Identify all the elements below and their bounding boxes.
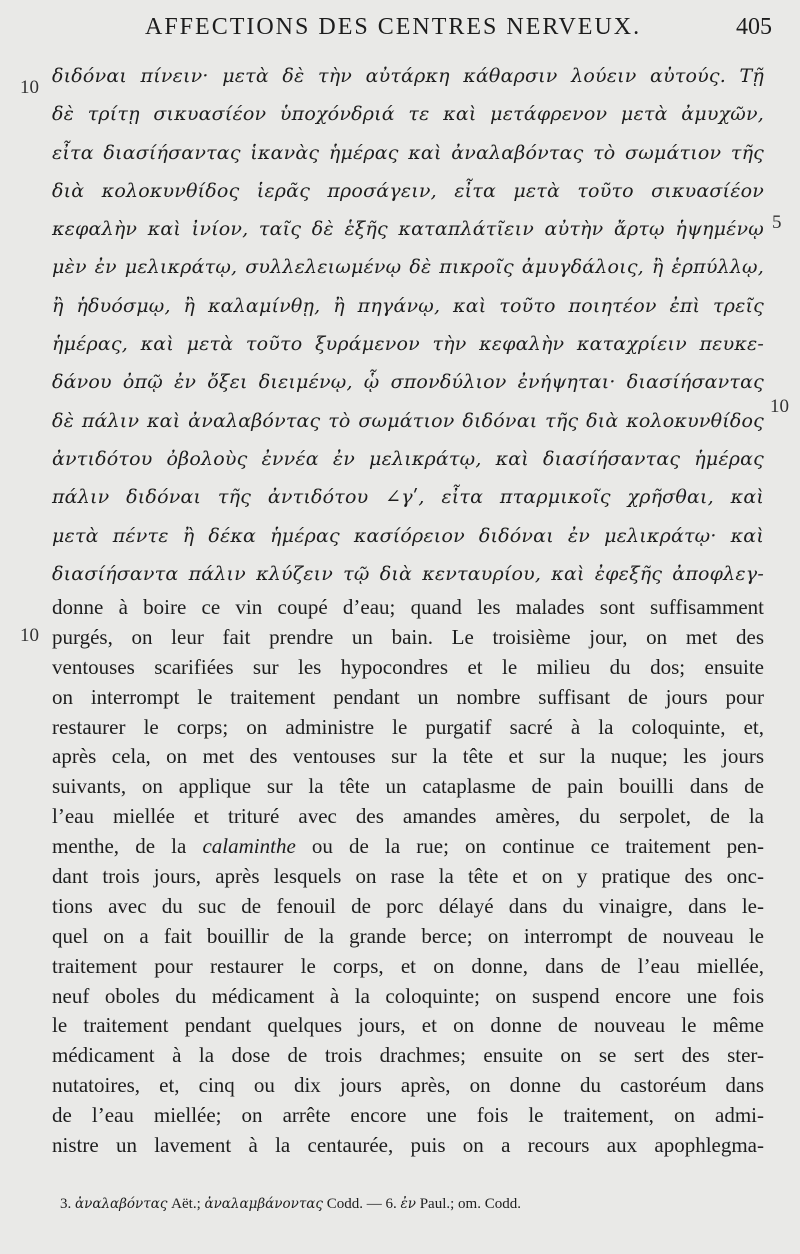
greek-line: μὲν ἐν μελικράτῳ, συλλελειωμένῳ δὲ πικροῖς ἀμυγδάλοις, ἢ ἑρπύλλῳ, xyxy=(52,256,764,279)
french-line: l’eau miellée et trituré avec des amandes amères, du serpolet, de la xyxy=(52,804,764,829)
french-line: suivants, on applique sur la tête un cataplasme de pain bouilli dans de xyxy=(52,774,764,799)
french-line: ventouses scarifiées sur les hypocondres et le milieu du dos; ensuite xyxy=(52,654,764,679)
french-line: nistre un lavement à la centaurée, puis on a recours aux apophlegma- xyxy=(52,1133,764,1158)
greek-text-block xyxy=(52,57,764,593)
greek-line: διασίήσαντα πάλιν κλύζειν τῷ διὰ κενταυρίου, καὶ ἐφεξῆς ἀποφλεγ- xyxy=(52,562,764,585)
greek-line: ἡμέρας, καὶ μετὰ τοῦτο ξυράμενον τὴν κεφαλὴν καταχρίειν πευκε- xyxy=(52,333,764,356)
greek-line: κεφαλὴν καὶ ἰνίον, ταῖς δὲ ἑξῆς καταπλάτῖειν αὐτὴν ἄρτῳ ἡψημένῳ xyxy=(52,218,764,241)
french-line: après cela, on met des ventouses sur la tête et sur la nuque; les jours xyxy=(52,744,764,769)
french-line: purgés, on leur fait prendre un bain. Le troisième jour, on met des xyxy=(52,624,764,649)
italic-term: calaminthe xyxy=(202,834,296,859)
running-title: AFFECTIONS DES CENTRES NERVEUX. xyxy=(145,14,642,40)
french-text-block xyxy=(52,593,764,1161)
greek-margin-number: 5 xyxy=(772,212,782,233)
french-line: neuf oboles du médicament à la coloquinte; on suspend encore une fois xyxy=(52,983,764,1008)
footnote-greek: ἀναλαβόντας xyxy=(75,1196,168,1212)
french-line: on interrompt le traitement pendant un nombre suffisant de jours pour xyxy=(52,684,764,709)
footnotes xyxy=(60,1196,750,1213)
greek-line: ἀντιδότου ὀβολοὺς ἐννέα ἐν μελικράτῳ, καὶ διασίήσαντας ἡμέρας xyxy=(52,447,764,470)
page-number: 405 xyxy=(736,14,772,40)
greek-line: εἶτα διασίήσαντας ἱκανὰς ἡμέρας καὶ ἀναλαβόντας τὸ σωμάτιον τῆς xyxy=(52,141,764,164)
french-line: dant trois jours, après lesquels on rase la tête et on y pratique des onc- xyxy=(52,864,764,889)
greek-line: ἢ ἡδυόσμῳ, ἢ καλαμίνθῃ, ἢ πηγάνῳ, καὶ τοῦτο ποιητέον ἐπὶ τρεῖς xyxy=(52,294,764,317)
french-line: traitement pour restaurer le corps, et on donne, dans de l’eau miellée, xyxy=(52,953,764,978)
footnote-text: Paul.; om. Codd. xyxy=(419,1196,521,1212)
french-line: donne à boire ce vin coupé d’eau; quand les malades sont suffisamment xyxy=(52,595,764,619)
greek-line: διδόναι πίνειν· μετὰ δὲ τὴν αὐτάρκη κάθαρσιν λούειν αὐτούς. Τῇ xyxy=(52,65,764,87)
french-line: restaurer le corps; on administre le purgatif sacré à la coloquinte, et, xyxy=(52,714,764,739)
greek-line: δάνου ὀπῷ ἐν ὄξει διειμένῳ, ᾧ σπονδύλιον ἐνήψηται· διασίήσαντας xyxy=(52,371,764,394)
french-line: nutatoires, et, cinq ou dix jours après, on donne du castoréum dans xyxy=(52,1073,764,1098)
page-header xyxy=(0,14,800,44)
greek-margin-number: 10 xyxy=(770,396,789,417)
french-line: le traitement pendant quelques jours, et on donne de nouveau le même xyxy=(52,1013,764,1038)
greek-line: μετὰ πέντε ἢ δέκα ἡμέρας κασίόρειον διδόναι ἐν μελικράτῳ· καὶ xyxy=(52,524,764,547)
footnote-text: Aët.; xyxy=(171,1196,201,1212)
french-line: tions avec du suc de fenouil de porc délayé dans du vinaigre, dans le- xyxy=(52,893,764,918)
footnote-greek: ἀναλαμβάνοντας xyxy=(204,1196,323,1212)
footnote-number: 3. xyxy=(60,1196,72,1212)
greek-line: δὲ πάλιν καὶ ἀναλαβόντας τὸ σωμάτιον διδόναι τῆς διὰ κολοκυνθίδος xyxy=(52,409,764,432)
greek-margin-number: 10 xyxy=(20,77,39,98)
french-line: de l’eau miellée; on arrête encore une fois le traitement, on admi- xyxy=(52,1103,764,1128)
french-line: quel on a fait bouillir de la grande berce; on interrompt de nouveau le xyxy=(52,923,764,948)
greek-line: πάλιν διδόναι τῆς ἀντιδότου ∠γʹ, εἶτα πταρμικοῖς χρῆσθαι, καὶ xyxy=(52,486,764,509)
french-line: médicament à la dose de trois drachmes; ensuite on se sert des ster- xyxy=(52,1043,764,1068)
french-margin-number: 10 xyxy=(20,625,39,646)
greek-line: διὰ κολοκυνθίδος ἱερᾶς προσάγειν, εἶτα μετὰ τοῦτο σικυασίέον xyxy=(52,179,764,202)
footnote-greek: ἐν xyxy=(400,1196,416,1212)
french-line: menthe, de la calaminthe ou de la rue; on continue ce traitement pen- xyxy=(52,834,764,859)
footnote-text: Codd. — 6. xyxy=(326,1196,397,1212)
greek-line: δὲ τρίτῃ σικυασίέον ὑποχόνδριά τε καὶ μετάφρενον μετὰ ἀμυχῶν, xyxy=(52,103,764,126)
